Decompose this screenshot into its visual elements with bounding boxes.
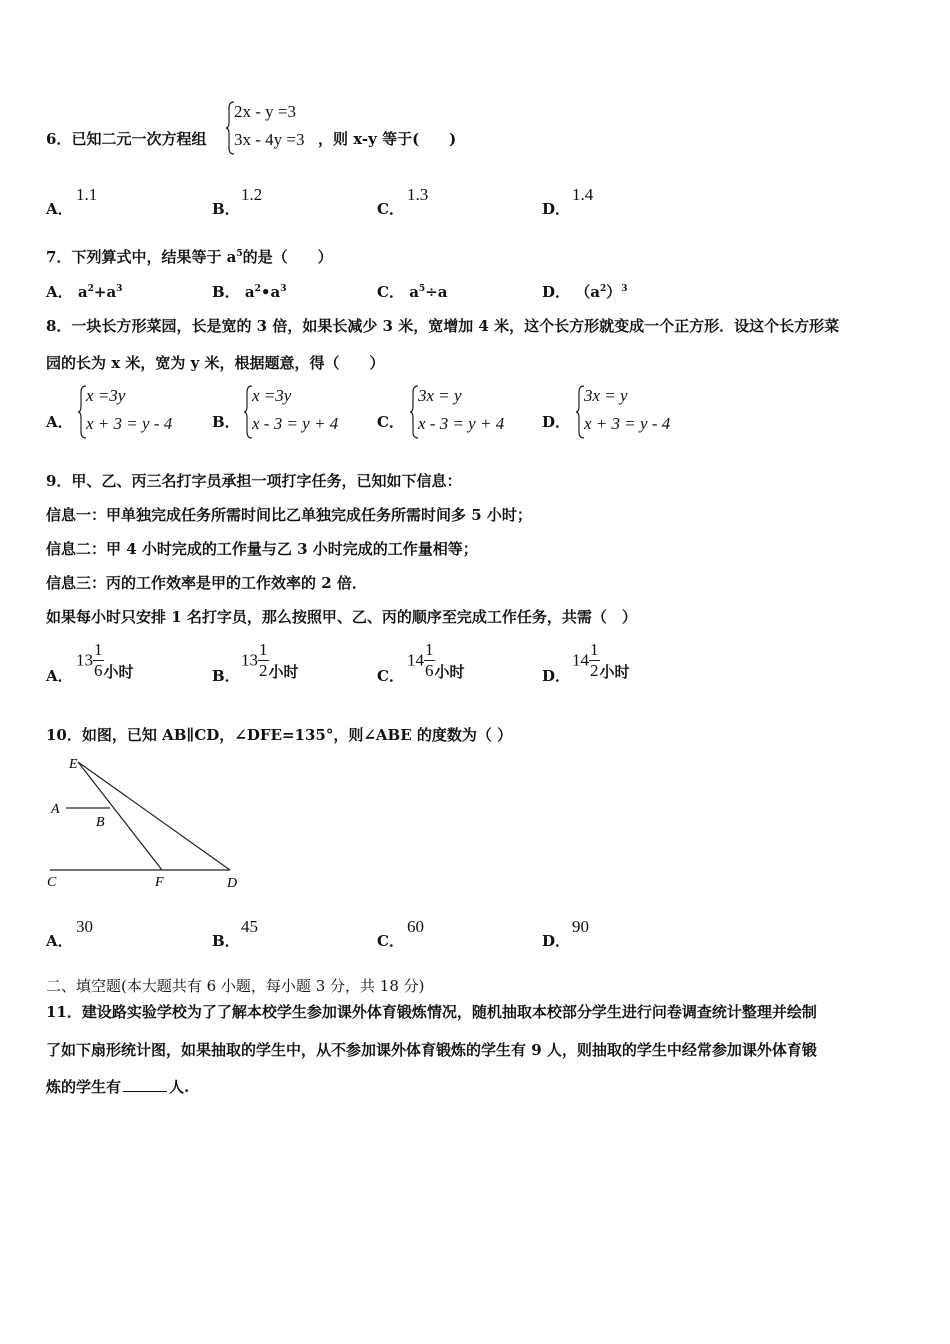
- q9-question: 如果每小时只安排 1 名打字员，那么按照甲、乙、丙的顺序至完成工作任务，共需（ ）: [46, 608, 637, 626]
- option-letter: A．: [46, 932, 73, 950]
- mixed-whole: 13: [76, 650, 93, 670]
- q7-number: 7．: [46, 248, 72, 266]
- system-eq2: x + 3 = y - 4: [584, 414, 671, 433]
- mixed-whole: 14: [407, 650, 424, 670]
- system-eq2: x - 3 = y + 4: [418, 414, 505, 433]
- option-letter: B．: [212, 932, 240, 950]
- fraction: [258, 640, 269, 681]
- q8-option-c-system: [410, 384, 530, 440]
- option-sup: 2: [599, 284, 607, 294]
- q6-option-a[interactable]: [46, 198, 73, 219]
- answer-blank[interactable]: [123, 1091, 167, 1092]
- option-letter: B．: [212, 413, 240, 431]
- q6-option-d[interactable]: [542, 198, 570, 219]
- q7-stem-sup: 5: [236, 249, 243, 259]
- fraction: [424, 640, 435, 681]
- q7-option-a[interactable]: [46, 281, 122, 302]
- q10-geometry-figure: [40, 752, 250, 892]
- q8-option-b[interactable]: [212, 411, 240, 432]
- q7-option-d[interactable]: [542, 281, 628, 302]
- q6-option-d-value: 1.4: [572, 185, 594, 204]
- option-letter: A．: [46, 667, 73, 685]
- unit-label: 小时: [268, 663, 299, 681]
- q8-option-c[interactable]: [377, 411, 404, 432]
- option-op: ÷a: [425, 283, 448, 301]
- label-f: F: [155, 875, 164, 890]
- q10-option-c-value: 60: [407, 917, 424, 936]
- q10-option-a[interactable]: [46, 930, 73, 951]
- q9-info1: 信息一：甲单独完成任务所需时间比乙单独完成任务所需时间多 5 小时；: [46, 506, 532, 524]
- fraction-den: 6: [94, 661, 103, 680]
- q7-stem: [46, 246, 333, 267]
- q6-stem: [46, 128, 206, 149]
- q8-option-a-system: [78, 384, 198, 440]
- q9-info3: 信息三：丙的工作效率是甲的工作效率的 2 倍．: [46, 574, 367, 592]
- q11-line2: 了如下扇形统计图，如果抽取的学生中，从不参加课外体育锻炼的学生有 9 人，则抽取的学生中经常参加课外体育锻: [46, 1041, 817, 1059]
- mixed-whole: 14: [572, 650, 589, 670]
- q9-option-d[interactable]: [542, 665, 570, 686]
- q7-stem-text: 下列算式中，结果等于 a: [71, 248, 237, 266]
- q11-line3-end: 人.: [169, 1078, 190, 1096]
- label-c: C: [47, 875, 57, 890]
- mixed-whole: 13: [241, 650, 258, 670]
- system-eq1: 3x = y: [418, 386, 462, 405]
- fraction: [589, 640, 600, 681]
- q8-option-d-system: [576, 384, 696, 440]
- q6-option-b-value: 1.2: [241, 185, 263, 204]
- q6-eq1: 2x - y =3: [234, 102, 296, 121]
- system-eq1: x =3y: [86, 386, 126, 405]
- option-sup: 3: [621, 284, 628, 294]
- q10-option-b-value: 45: [241, 917, 258, 936]
- fraction-den: 2: [590, 661, 599, 680]
- q8-option-b-system: [244, 384, 364, 440]
- system-eq2: x - 3 = y + 4: [252, 414, 339, 433]
- option-letter: D．: [542, 667, 571, 685]
- fraction-num: 1: [590, 640, 599, 659]
- fraction-num: 1: [259, 640, 268, 659]
- q9-option-b-value: [241, 640, 299, 682]
- fraction-den: 6: [425, 661, 434, 680]
- q9-info2: 信息二：甲 4 小时完成的工作量与乙 3 小时完成的工作量相等；: [46, 540, 478, 558]
- q9-option-d-value: [572, 640, 630, 682]
- option-sup: 2: [87, 284, 94, 294]
- system-eq1: x =3y: [252, 386, 292, 405]
- option-letter: C．: [377, 932, 404, 950]
- system-eq2: x + 3 = y - 4: [86, 414, 173, 433]
- system-eq1: 3x = y: [584, 386, 628, 405]
- q8-stem-line1: 8．一块长方形菜园，长是宽的 3 倍，如果长减少 3 米，宽增加 4 米，这个长方形就变成一个正方形．设这个长方形菜: [46, 317, 840, 335]
- fraction: [93, 640, 104, 681]
- q10-option-d-value: 90: [572, 917, 589, 936]
- option-letter: B．: [212, 667, 240, 685]
- q6-tail: ，则 x-y 等于( ): [318, 130, 457, 148]
- q11-line3-start: 炼的学生有: [46, 1078, 122, 1096]
- label-d: D: [227, 876, 238, 891]
- q9-option-a[interactable]: [46, 665, 73, 686]
- q6-option-c[interactable]: [377, 198, 404, 219]
- option-letter: B．: [212, 200, 240, 218]
- option-sup: 3: [280, 284, 287, 294]
- fraction-num: 1: [425, 640, 434, 659]
- section-title: 二、填空题(本大题共有 6 小题，每小题 3 分，共 18 分): [46, 977, 425, 995]
- q7-option-b[interactable]: [212, 281, 287, 302]
- q7-stem-tail: 的是（ ）: [242, 248, 333, 266]
- q9-option-c-value: [407, 640, 465, 682]
- option-letter: D．: [542, 932, 571, 950]
- unit-label: 小时: [599, 663, 630, 681]
- q10-option-a-value: 30: [76, 917, 93, 936]
- option-letter: A．: [46, 413, 73, 431]
- option-letter: D．: [542, 283, 571, 301]
- q6-number: 6．: [46, 130, 72, 148]
- option-base: a: [244, 283, 255, 301]
- q6-option-a-value: 1.1: [76, 185, 98, 204]
- line-ef: [78, 762, 162, 870]
- q6-option-b[interactable]: [212, 198, 240, 219]
- q10-option-c[interactable]: [377, 930, 404, 951]
- option-letter: A．: [46, 283, 73, 301]
- q8-stem-line2: 园的长为 x 米，宽为 y 米，根据题意，得（ ）: [46, 354, 385, 372]
- option-letter: B．: [212, 283, 240, 301]
- option-base: （a: [575, 283, 600, 301]
- fraction-num: 1: [94, 640, 103, 659]
- q8-option-d[interactable]: [542, 411, 570, 432]
- option-letter: C．: [377, 413, 404, 431]
- option-op: ）: [606, 283, 622, 301]
- option-op: +a: [93, 283, 117, 301]
- q11-line3: [46, 1076, 189, 1097]
- option-letter: D．: [542, 413, 571, 431]
- q9-option-c[interactable]: [377, 665, 404, 686]
- unit-label: 小时: [434, 663, 465, 681]
- q9-option-b[interactable]: [212, 665, 240, 686]
- option-base: a: [409, 283, 419, 301]
- option-sup: 2: [254, 284, 261, 294]
- option-letter: A．: [46, 200, 73, 218]
- label-b: B: [96, 815, 105, 830]
- option-letter: C．: [377, 283, 404, 301]
- option-base: a: [77, 283, 88, 301]
- q7-option-c[interactable]: [377, 281, 447, 302]
- q10-option-d[interactable]: [542, 930, 570, 951]
- option-letter: C．: [377, 667, 404, 685]
- q6-option-c-value: 1.3: [407, 185, 429, 204]
- unit-label: 小时: [103, 663, 134, 681]
- q6-stem-text: 已知二元一次方程组: [71, 130, 207, 148]
- label-a: A: [51, 802, 60, 817]
- option-op: •a: [260, 283, 281, 301]
- q10-option-b[interactable]: [212, 930, 240, 951]
- fraction-den: 2: [259, 661, 268, 680]
- option-letter: C．: [377, 200, 404, 218]
- option-sup: 3: [116, 284, 123, 294]
- q6-eq2: 3x - 4y =3: [234, 130, 305, 149]
- q9-option-a-value: [76, 640, 134, 682]
- option-sup: 5: [418, 284, 426, 294]
- q9-stem: 9．甲、乙、丙三名打字员承担一项打字任务，已知如下信息：: [46, 472, 462, 490]
- option-letter: D．: [542, 200, 571, 218]
- label-e: E: [69, 757, 78, 772]
- q10-stem: 10．如图，已知 AB∥CD，∠DFE=135°，则∠ABE 的度数为（ ）: [46, 726, 513, 744]
- q8-option-a[interactable]: [46, 411, 73, 432]
- q11-line1: 11．建设路实验学校为了了解本校学生参加课外体育锻炼情况，随机抽取本校部分学生进行问卷调查统计整理并绘制: [46, 1003, 817, 1021]
